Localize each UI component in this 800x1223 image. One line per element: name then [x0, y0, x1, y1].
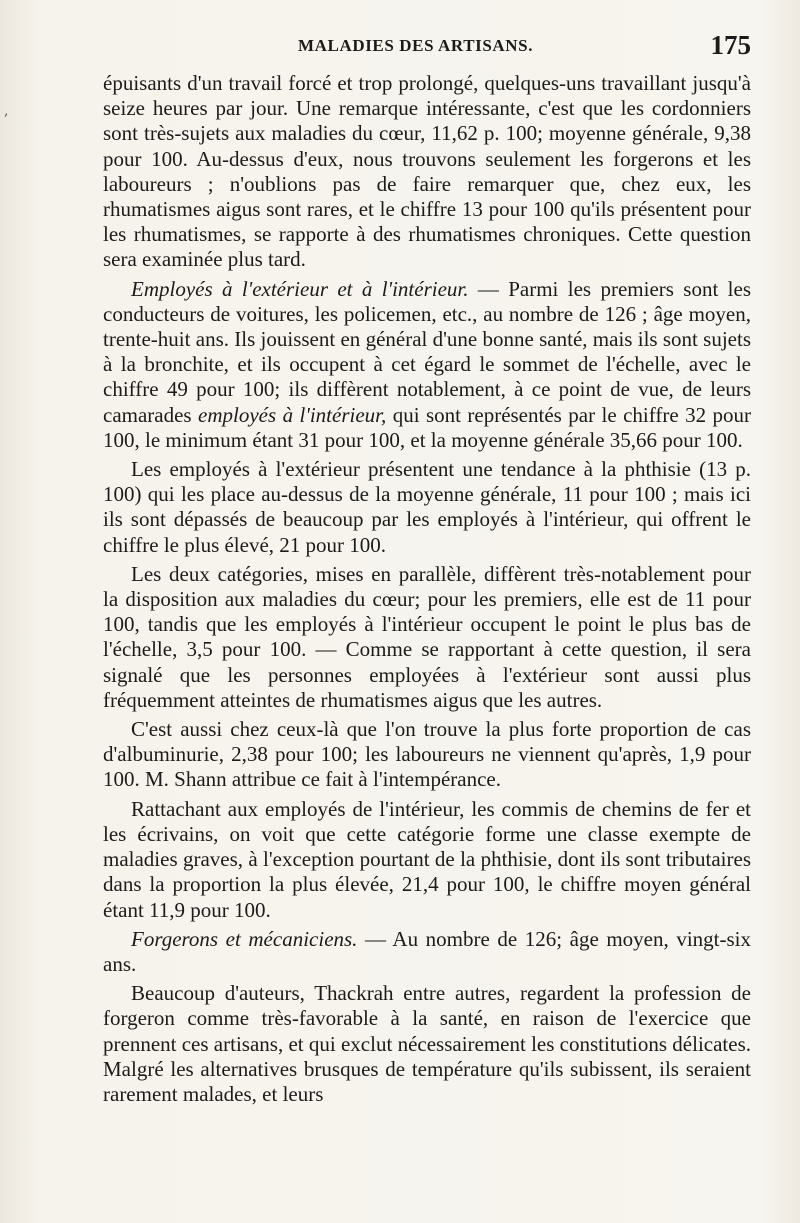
paragraph-2-emphasis: employés à l'intérieur, [198, 402, 387, 427]
paragraph-6 [103, 797, 751, 923]
paragraph-2-text-after: qui sont représentés par le chiffre 32 pour 100, le minimum étant 31 pour 100, et la moyenne générale 35,66 pour 100. [103, 402, 751, 452]
paragraph-3-text: Les employés à l'extérieur présentent une tendance à la phthisie (13 p. 100) qui les place au-dessus de la moyenne générale, 11 pour 100 ; mais ici ils sont dépassés de beaucoup par les employés à l'intérieur, qui offrent le chiffre le plus élevé, 21 pour 100. [103, 457, 751, 557]
page-number: 175 [710, 30, 751, 60]
paragraph-2 [103, 277, 751, 453]
paragraph-5 [103, 717, 751, 793]
paragraph-8 [103, 981, 751, 1107]
paragraph-6-text: Rattachant aux employés de l'intérieur, les commis de chemins de fer et les écrivains, on voit que cette catégorie forme une classe exempte de maladies graves, à l'exception pourtant de la phthisie, dont ils sont tributaires dans la proportion la plus élevée, 21,4 pour 100, le chiffre moyen général étant 11,9 pour 100. [103, 796, 751, 922]
section-heading-forgerons: Forgerons et mécaniciens. [131, 926, 358, 951]
paragraph-2-text: — Parmi les premiers sont les conducteurs de voitures, les policemen, etc., au nombre de 126 ; âge moyen, trente-huit ans. Ils jouissent en général d'une bonne santé, mais ils sont sujets à la bronchite, et ils occupent à cet égard le sommet de l'échelle, avec le chiffre 49 pour 100; ils diffèrent notablement, à ce point de vue, de leurs camarades [103, 276, 751, 427]
running-title: MALADIES DES ARTISANS. [298, 36, 534, 55]
paragraph-1 [103, 71, 751, 273]
paragraph-3 [103, 457, 751, 558]
paragraph-1-text: épuisants d'un travail forcé et trop prolongé, quelques-uns travaillant jusqu'à seize heures par jour. Une remarque intéressante, c'est que les cordonniers sont très-sujets aux maladies du cœur, 11,62 p. 100; moyenne générale, 9,38 pour 100. Au-dessus d'eux, nous trouvons seulement les forgerons et les laboureurs ; n'oublions pas de faire remarquer que, chez eux, les rhumatismes aigus sont rares, et le chiffre 13 pour 100 qu'ils présentent pour les rhumatismes, se rapporte à des rhumatismes chroniques. Cette question sera examinée plus tard. [103, 71, 751, 272]
paragraph-7-text: — Au nombre de 126; âge moyen, vingt-six ans. [103, 926, 751, 976]
paragraph-8-text: Beaucoup d'auteurs, Thackrah entre autres, regardent la profession de forgeron comme très-favorable à la santé, en raison de l'exercice que prennent ces artisans, et qui exclut nécessairement les constitutions délicates. Malgré les alternatives brusques de température qu'ils subissent, ils seraient rarement malades, et leurs [103, 981, 751, 1106]
paragraph-4 [103, 562, 751, 713]
paragraph-4-text: Les deux catégories, mises en parallèle, diffèrent très-notablement pour la disposition aux maladies du cœur; pour les premiers, elle est de 11 pour 100, tandis que les employés à l'intérieur occupent le point le plus bas de l'échelle, 3,5 pour 100. — Comme se rapportant à cette question, il sera signalé que les personnes employées à l'extérieur sont aussi plus fréquemment atteintes de rhumatismes aigus que les autres. [103, 561, 751, 712]
paragraph-7 [103, 927, 751, 977]
margin-mark: , [4, 103, 9, 119]
page-header [103, 30, 751, 60]
paragraph-5-text: C'est aussi chez ceux-là que l'on trouve la plus forte proportion de cas d'albuminurie, 2,38 pour 100; les laboureurs ne viennent qu'après, 1,9 pour 100. M. Shann attribue ce fait à l'intempérance. [103, 717, 751, 792]
section-heading-employes: Employés à l'extérieur et à l'intérieur. [131, 276, 469, 301]
body-text [103, 71, 751, 1111]
